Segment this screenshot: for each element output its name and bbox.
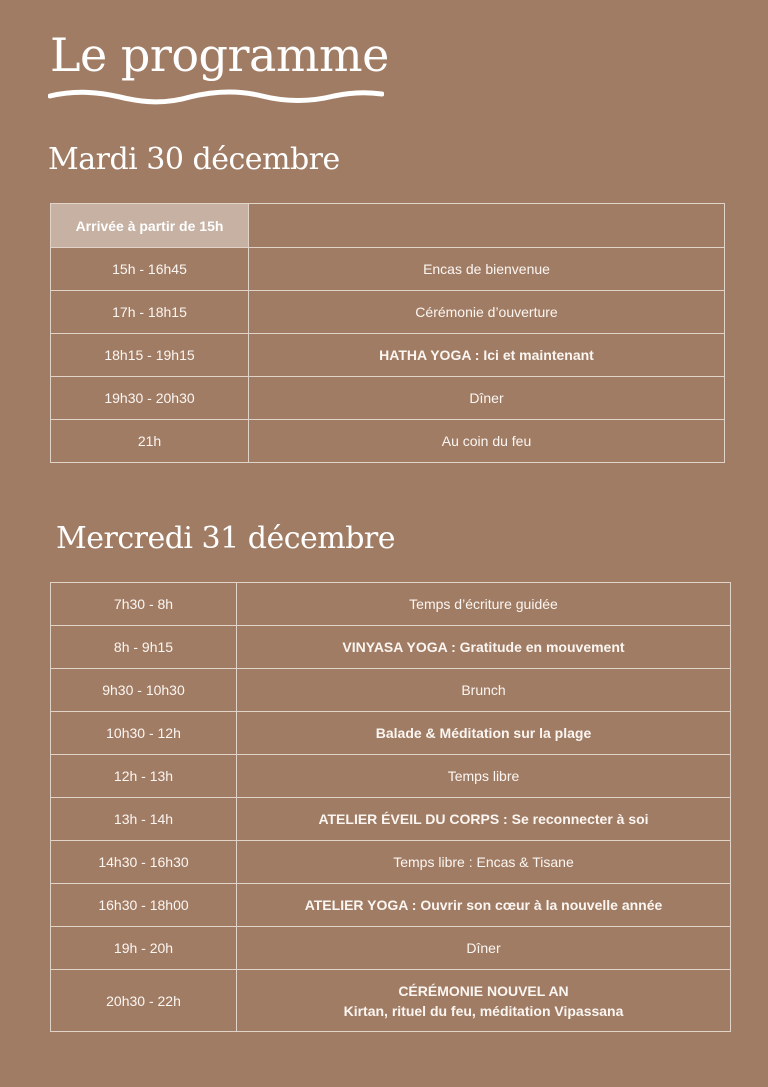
arrival-header-cell: Arrivée à partir de 15h (51, 204, 249, 248)
activity-cell: Balade & Méditation sur la plage (237, 712, 731, 755)
arrival-header-value (249, 204, 725, 248)
day1-heading: Mardi 30 décembre (48, 142, 340, 177)
activity-cell: Dîner (237, 927, 731, 970)
time-cell: 9h30 - 10h30 (51, 669, 237, 712)
schedule-row (51, 884, 731, 927)
time-cell: 13h - 14h (51, 798, 237, 841)
day1-schedule-table (50, 203, 725, 463)
schedule-row (51, 841, 731, 884)
activity-cell (237, 970, 731, 1032)
schedule-row (51, 798, 731, 841)
activity-cell: Dîner (249, 377, 725, 420)
schedule-row (51, 712, 731, 755)
activity-cell: Au coin du feu (249, 420, 725, 463)
activity-cell: Brunch (237, 669, 731, 712)
time-cell: 14h30 - 16h30 (51, 841, 237, 884)
activity-cell: Temps d’écriture guidée (237, 583, 731, 626)
schedule-row (51, 334, 725, 377)
page-title: Le programme (50, 28, 389, 82)
time-cell: 10h30 - 12h (51, 712, 237, 755)
activity-cell: Temps libre : Encas & Tisane (237, 841, 731, 884)
activity-cell: HATHA YOGA : Ici et maintenant (249, 334, 725, 377)
time-cell: 21h (51, 420, 249, 463)
activity-title: CÉRÉMONIE NOUVEL AN (398, 982, 569, 999)
schedule-row (51, 248, 725, 291)
schedule-row (51, 669, 731, 712)
time-cell: 20h30 - 22h (51, 970, 237, 1032)
time-cell: 19h - 20h (51, 927, 237, 970)
activity-cell: Temps libre (237, 755, 731, 798)
day1-header-row (51, 204, 725, 248)
time-cell: 18h15 - 19h15 (51, 334, 249, 377)
schedule-row (51, 970, 731, 1032)
schedule-row (51, 927, 731, 970)
schedule-row (51, 377, 725, 420)
wave-underline-decoration (48, 86, 384, 110)
time-cell: 19h30 - 20h30 (51, 377, 249, 420)
schedule-row (51, 583, 731, 626)
activity-cell: Encas de bienvenue (249, 248, 725, 291)
time-cell: 12h - 13h (51, 755, 237, 798)
schedule-row (51, 755, 731, 798)
activity-cell: ATELIER YOGA : Ouvrir son cœur à la nouvelle année (237, 884, 731, 927)
time-cell: 16h30 - 18h00 (51, 884, 237, 927)
schedule-row (51, 291, 725, 334)
activity-cell: VINYASA YOGA : Gratitude en mouvement (237, 626, 731, 669)
day2-heading: Mercredi 31 décembre (56, 521, 396, 556)
activity-cell: ATELIER ÉVEIL DU CORPS : Se reconnecter à soi (237, 798, 731, 841)
time-cell: 17h - 18h15 (51, 291, 249, 334)
time-cell: 8h - 9h15 (51, 626, 237, 669)
activity-subtitle: Kirtan, rituel du feu, méditation Vipassana (343, 1002, 624, 1019)
time-cell: 15h - 16h45 (51, 248, 249, 291)
schedule-row (51, 420, 725, 463)
activity-cell: Cérémonie d’ouverture (249, 291, 725, 334)
schedule-row (51, 626, 731, 669)
day2-schedule-table (50, 582, 731, 1032)
time-cell: 7h30 - 8h (51, 583, 237, 626)
